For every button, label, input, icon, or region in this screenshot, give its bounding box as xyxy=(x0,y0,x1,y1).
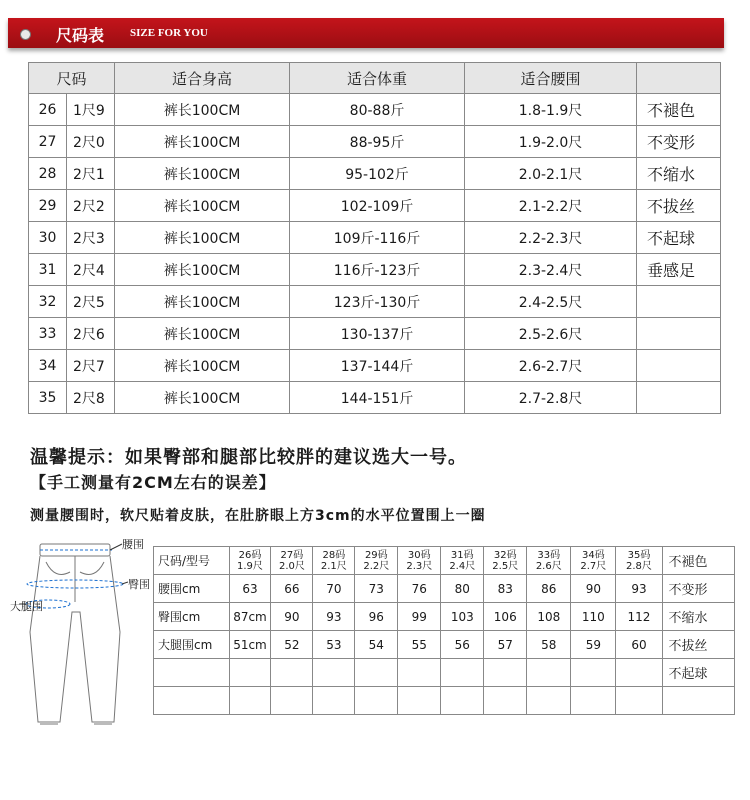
header-waist: 适合腰围 xyxy=(465,63,637,94)
size-chi-cell: 2尺2 xyxy=(67,190,115,222)
size-code: 30码 xyxy=(407,549,431,561)
size-chi: 2.3尺 xyxy=(406,560,433,572)
size-number-cell: 32 xyxy=(29,286,67,318)
measurement-value-cell: 87cm xyxy=(229,603,271,631)
waist-cell: 1.8-1.9尺 xyxy=(465,94,637,126)
diagram-label-waist: 腰围 xyxy=(122,538,144,551)
blank-cell xyxy=(527,687,571,715)
size-chi-cell: 2尺0 xyxy=(67,126,115,158)
feature-note-cell: 不变形 xyxy=(662,575,734,603)
size-chi-cell: 2尺5 xyxy=(67,286,115,318)
size-code: 29码 xyxy=(364,549,388,561)
measurement-value-cell: 57 xyxy=(484,631,527,659)
size-number-cell: 31 xyxy=(29,254,67,286)
size-header-cell xyxy=(229,547,271,575)
header-weight: 适合体重 xyxy=(290,63,465,94)
measurement-value-cell: 66 xyxy=(271,575,313,603)
banner-dot-icon xyxy=(20,29,31,40)
measurement-value-cell: 80 xyxy=(441,575,484,603)
size-chi-cell: 2尺3 xyxy=(67,222,115,254)
size-number-cell: 29 xyxy=(29,190,67,222)
measurement-value-cell: 90 xyxy=(271,603,313,631)
size-header-cell xyxy=(271,547,313,575)
measurement-corner-cell: 尺码/型号 xyxy=(154,547,230,575)
size-chi-cell: 2尺8 xyxy=(67,382,115,414)
size-code: 28码 xyxy=(322,549,346,561)
measurement-value-cell: 70 xyxy=(313,575,355,603)
waist-cell: 2.1-2.2尺 xyxy=(465,190,637,222)
size-code: 35码 xyxy=(627,549,651,561)
size-chi: 2.7尺 xyxy=(580,560,607,572)
size-chi-cell: 1尺9 xyxy=(67,94,115,126)
waist-cell: 2.0-2.1尺 xyxy=(465,158,637,190)
feature-note-cell: 不起球 xyxy=(662,659,734,687)
measurement-value-cell: 93 xyxy=(616,575,662,603)
blank-cell xyxy=(154,687,230,715)
blank-cell xyxy=(154,659,230,687)
tip-line-3: 测量腰围时，软尺贴着皮肤，在肚脐眼上方3cm的水平位置围上一圈 xyxy=(30,508,486,524)
banner-title-en: SIZE FOR YOU xyxy=(130,27,208,39)
blank-cell xyxy=(441,659,484,687)
size-header-cell xyxy=(313,547,355,575)
size-header-cell xyxy=(355,547,398,575)
feature-note-cell: 不拔丝 xyxy=(662,631,734,659)
measurement-value-cell: 58 xyxy=(527,631,571,659)
measurement-value-cell: 60 xyxy=(616,631,662,659)
feature-note-cell xyxy=(637,350,721,382)
trousers-outline-icon xyxy=(0,532,160,742)
weight-cell: 144-151斤 xyxy=(290,382,465,414)
waist-cell: 1.9-2.0尺 xyxy=(465,126,637,158)
banner-title-cn: 尺码表 xyxy=(56,26,105,45)
feature-note-cell xyxy=(637,318,721,350)
measurement-label-cell: 大腿围cm xyxy=(154,631,230,659)
measurement-value-cell: 51cm xyxy=(229,631,271,659)
measurement-value-cell: 54 xyxy=(355,631,398,659)
waist-cell: 2.3-2.4尺 xyxy=(465,254,637,286)
size-number-cell: 33 xyxy=(29,318,67,350)
size-chart-banner xyxy=(8,18,724,48)
size-table-header xyxy=(29,63,721,94)
measurement-value-cell: 55 xyxy=(398,631,441,659)
blank-cell xyxy=(271,659,313,687)
size-row xyxy=(29,94,721,126)
header-note xyxy=(637,63,721,94)
feature-note-cell: 不拔丝 xyxy=(637,190,721,222)
size-number-cell: 34 xyxy=(29,350,67,382)
height-cell: 裤长100CM xyxy=(115,190,290,222)
blank-cell xyxy=(229,687,271,715)
height-cell: 裤长100CM xyxy=(115,126,290,158)
feature-note-cell xyxy=(637,382,721,414)
waist-cell: 2.7-2.8尺 xyxy=(465,382,637,414)
size-row xyxy=(29,126,721,158)
weight-cell: 123斤-130斤 xyxy=(290,286,465,318)
size-chi: 2.6尺 xyxy=(535,560,562,572)
measurement-value-cell: 86 xyxy=(527,575,571,603)
measurement-row xyxy=(154,603,735,631)
size-chi: 2.0尺 xyxy=(278,560,305,572)
measurement-value-cell: 110 xyxy=(571,603,616,631)
feature-note-cell: 不褪色 xyxy=(637,94,721,126)
size-row xyxy=(29,190,721,222)
size-code: 32码 xyxy=(493,549,517,561)
tip-line-1: 温馨提示：如果臀部和腿部比较胖的建议选大一号。 xyxy=(30,447,467,468)
size-row xyxy=(29,350,721,382)
size-code: 33码 xyxy=(537,549,561,561)
blank-cell xyxy=(484,687,527,715)
size-code: 26码 xyxy=(238,549,262,561)
weight-cell: 137-144斤 xyxy=(290,350,465,382)
size-number-cell: 27 xyxy=(29,126,67,158)
blank-cell xyxy=(271,687,313,715)
size-chi: 2.1尺 xyxy=(320,560,347,572)
measurement-value-cell: 112 xyxy=(616,603,662,631)
measurement-value-cell: 83 xyxy=(484,575,527,603)
size-chi-cell: 2尺1 xyxy=(67,158,115,190)
header-size: 尺码 xyxy=(29,63,115,94)
size-row xyxy=(29,158,721,190)
weight-cell: 130-137斤 xyxy=(290,318,465,350)
waist-cell: 2.5-2.6尺 xyxy=(465,318,637,350)
measurement-label-cell: 腰围cm xyxy=(154,575,230,603)
measurement-value-cell: 53 xyxy=(313,631,355,659)
size-header-cell xyxy=(398,547,441,575)
blank-cell xyxy=(313,687,355,715)
diagram-label-hip: 臀围 xyxy=(128,578,150,591)
measurement-row xyxy=(154,575,735,603)
size-chi: 2.2尺 xyxy=(363,560,390,572)
measurement-value-cell: 59 xyxy=(571,631,616,659)
size-code: 27码 xyxy=(280,549,304,561)
size-row xyxy=(29,222,721,254)
blank-cell xyxy=(355,687,398,715)
size-code: 34码 xyxy=(581,549,605,561)
blank-cell xyxy=(398,659,441,687)
measurement-table xyxy=(153,546,735,715)
measurement-row xyxy=(154,631,735,659)
size-row xyxy=(29,286,721,318)
feature-note-cell: 不褪色 xyxy=(662,547,734,575)
size-chi-cell: 2尺4 xyxy=(67,254,115,286)
measurement-value-cell: 103 xyxy=(441,603,484,631)
height-cell: 裤长100CM xyxy=(115,350,290,382)
size-number-cell: 26 xyxy=(29,94,67,126)
blank-cell xyxy=(229,659,271,687)
height-cell: 裤长100CM xyxy=(115,158,290,190)
weight-cell: 80-88斤 xyxy=(290,94,465,126)
measurement-value-cell: 99 xyxy=(398,603,441,631)
feature-note-cell: 垂感足 xyxy=(637,254,721,286)
size-chi: 2.8尺 xyxy=(626,560,652,572)
weight-cell: 95-102斤 xyxy=(290,158,465,190)
blank-cell xyxy=(662,687,734,715)
measurement-value-cell: 93 xyxy=(313,603,355,631)
waist-cell: 2.4-2.5尺 xyxy=(465,286,637,318)
feature-note-cell: 不起球 xyxy=(637,222,721,254)
waist-cell: 2.6-2.7尺 xyxy=(465,350,637,382)
measurement-value-cell: 90 xyxy=(571,575,616,603)
weight-cell: 116斤-123斤 xyxy=(290,254,465,286)
size-code: 31码 xyxy=(450,549,474,561)
height-cell: 裤长100CM xyxy=(115,94,290,126)
blank-cell xyxy=(355,659,398,687)
size-number-cell: 28 xyxy=(29,158,67,190)
height-cell: 裤长100CM xyxy=(115,254,290,286)
size-number-cell: 30 xyxy=(29,222,67,254)
blank-cell xyxy=(571,659,616,687)
height-cell: 裤长100CM xyxy=(115,318,290,350)
feature-note-cell: 不缩水 xyxy=(637,158,721,190)
size-chi: 1.9尺 xyxy=(237,560,263,572)
waist-cell: 2.2-2.3尺 xyxy=(465,222,637,254)
measurement-value-cell: 56 xyxy=(441,631,484,659)
blank-row xyxy=(154,687,735,715)
size-row xyxy=(29,382,721,414)
tip-line-2: 【手工测量有2CM左右的误差】 xyxy=(30,473,276,492)
blank-cell xyxy=(484,659,527,687)
blank-cell xyxy=(441,687,484,715)
measurement-value-cell: 63 xyxy=(229,575,271,603)
header-height: 适合身高 xyxy=(115,63,290,94)
measurement-value-cell: 76 xyxy=(398,575,441,603)
trousers-diagram xyxy=(0,532,160,742)
blank-row xyxy=(154,659,735,687)
weight-cell: 102-109斤 xyxy=(290,190,465,222)
measurement-value-cell: 52 xyxy=(271,631,313,659)
measurement-value-cell: 108 xyxy=(527,603,571,631)
size-table xyxy=(28,62,721,414)
height-cell: 裤长100CM xyxy=(115,286,290,318)
size-header-cell xyxy=(571,547,616,575)
weight-cell: 88-95斤 xyxy=(290,126,465,158)
height-cell: 裤长100CM xyxy=(115,382,290,414)
size-header-cell xyxy=(527,547,571,575)
size-header-cell xyxy=(616,547,662,575)
blank-cell xyxy=(398,687,441,715)
blank-cell xyxy=(616,687,662,715)
measurement-header-row xyxy=(154,547,735,575)
height-cell: 裤长100CM xyxy=(115,222,290,254)
blank-cell xyxy=(616,659,662,687)
blank-cell xyxy=(527,659,571,687)
blank-cell xyxy=(313,659,355,687)
measurement-value-cell: 96 xyxy=(355,603,398,631)
size-chi: 2.4尺 xyxy=(449,560,476,572)
measurement-label-cell: 臀围cm xyxy=(154,603,230,631)
blank-cell xyxy=(571,687,616,715)
size-row xyxy=(29,318,721,350)
feature-note-cell: 不缩水 xyxy=(662,603,734,631)
feature-note-cell xyxy=(637,286,721,318)
size-chi: 2.5尺 xyxy=(492,560,519,572)
size-chi-cell: 2尺6 xyxy=(67,318,115,350)
measurement-value-cell: 106 xyxy=(484,603,527,631)
size-header-cell xyxy=(484,547,527,575)
size-chi-cell: 2尺7 xyxy=(67,350,115,382)
weight-cell: 109斤-116斤 xyxy=(290,222,465,254)
feature-note-cell: 不变形 xyxy=(637,126,721,158)
diagram-label-thigh: 大腿围 xyxy=(10,600,43,613)
size-row xyxy=(29,254,721,286)
size-header-cell xyxy=(441,547,484,575)
size-number-cell: 35 xyxy=(29,382,67,414)
measurement-value-cell: 73 xyxy=(355,575,398,603)
